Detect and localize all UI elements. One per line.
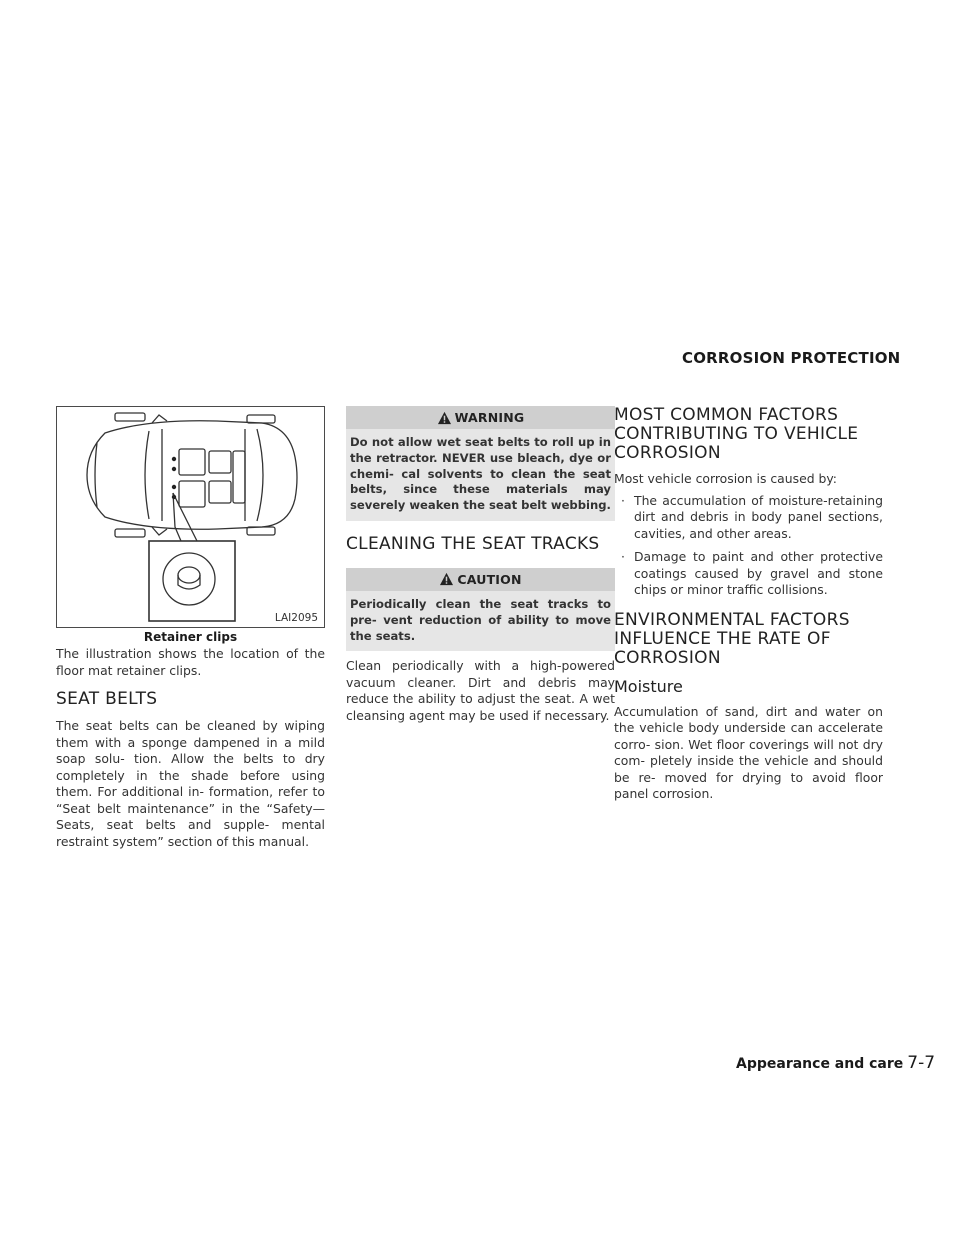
page-number: 7-7 [907, 1053, 936, 1073]
list-item-text: Damage to paint and other protective coatings caused by gravel and stone chips or minor traffic collisions. [634, 549, 883, 597]
car-topview-illustration [57, 407, 324, 627]
warning-label: WARNING [454, 410, 525, 425]
seat-tracks-paragraph: Clean periodically with a high-powered vacuum cleaner. Dirt and debris may reduce the ability to adjust the seat. A wet cleansing agent may be used if necessary. [346, 658, 615, 723]
factors-list [614, 493, 883, 599]
warning-box [346, 406, 615, 521]
column-left [56, 406, 325, 850]
caution-icon [439, 572, 454, 586]
intro-paragraph: The illustration shows the location of the floor mat retainer clips. [56, 646, 325, 678]
moisture-paragraph: Accumulation of sand, dirt and water on the vehicle body underside can accelerate corro- sion. Wet floor coverings will not dry com- pletely inside the vehicle and should be re- moved for drying to avoid floor panel corrosion. [614, 703, 883, 801]
caution-header [346, 568, 615, 591]
column-middle [346, 406, 615, 724]
caution-text: Periodically clean the seat tracks to pre- vent reduction of ability to move the seats. [350, 596, 611, 643]
moisture-heading: Moisture [614, 676, 683, 696]
list-item [614, 493, 883, 543]
seat-tracks-heading: CLEANING THE SEAT TRACKS [346, 533, 600, 554]
warning-text: Do not allow wet seat belts to roll up in the retractor. NEVER use bleach, dye or chemi- cal solvents to clean the seat belts, since these materials may severely weaken the seat belt webbing. [350, 435, 611, 513]
common-factors-intro: Most vehicle corrosion is caused by: [614, 471, 837, 486]
caution-label: CAUTION [457, 571, 522, 587]
section-header: CORROSION PROTECTION [682, 349, 901, 367]
caution-box [346, 568, 615, 651]
seat-belts-paragraph: The seat belts can be cleaned by wiping them with a sponge dampened in a mild soap solu- tion. Allow the belts to dry completely in the shade before using them. For additional in- formation, refer to “Seat belt maintenance” in the “Safety—Seats, seat belts and supple- mental restraint system” section of this manual. [56, 718, 325, 849]
warning-header [346, 406, 615, 429]
page-footer [736, 1053, 935, 1073]
common-factors-heading: MOST COMMON FACTORS CONTRIBUTING TO VEHICLE CORROSION [614, 405, 859, 463]
list-item-text: The accumulation of moisture-retaining dirt and debris in body panel sections, cavities, and other areas. [634, 492, 883, 541]
figure-caption: Retainer clips [143, 630, 238, 644]
figure-code: LAI2095 [274, 612, 318, 624]
list-item [614, 549, 883, 599]
warning-icon [437, 411, 452, 425]
seat-belts-heading: SEAT BELTS [56, 689, 158, 709]
footer-section-title: Appearance and care [736, 1056, 904, 1072]
retainer-clips-figure [56, 406, 325, 628]
bullet-marker: · [621, 492, 625, 508]
column-right [614, 406, 883, 803]
bullet-marker: · [621, 549, 625, 564]
environmental-factors-heading: ENVIRONMENTAL FACTORS INFLUENCE THE RATE OF CORROSION [614, 609, 850, 668]
